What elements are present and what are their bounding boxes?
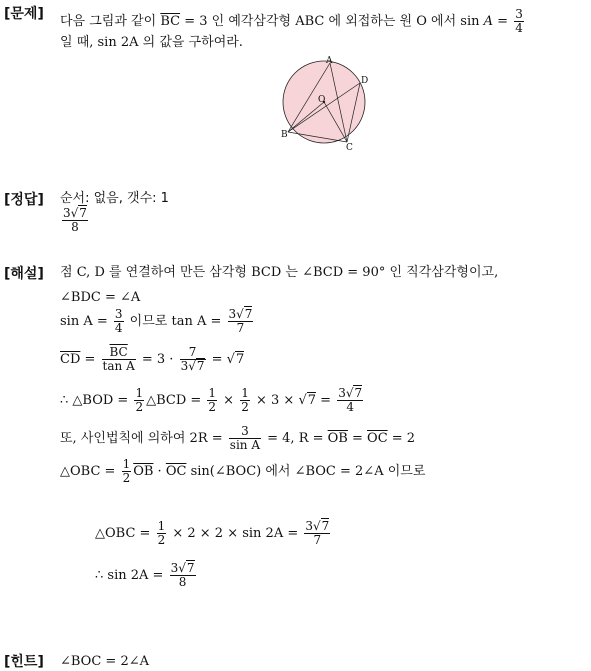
label-B: B bbox=[281, 130, 288, 140]
hint-text: ∠BOC = 2∠A bbox=[60, 654, 150, 669]
solution-line-7: △OBC = $\frac{1}{2}$ $\overline{OB} \cdot \overline{OC}$ sin(∠BOC) 에서 ∠BOC = 2∠A 이므로 bbox=[60, 457, 426, 485]
problem-line-1: 다음 그림과 같이 $\overline{BC} = 3$ 인 예각삼각형 ABC 에 외접하는 원 O 에서 sin A = $\frac{3}{4}$ bbox=[60, 7, 523, 35]
answer-fraction: $\frac{3√7}{8}$ bbox=[63, 206, 87, 234]
label-A: A bbox=[326, 56, 333, 66]
solution-line-3: sin A = $\frac{3}{4}$ 이므로 tan A = $\frac{3√7}{7}$ bbox=[60, 307, 253, 335]
problem-line-2: 일 때, sin 2A 의 값을 구하여라. bbox=[60, 35, 243, 50]
hint-label: [힌트] bbox=[4, 654, 44, 670]
circle-figure bbox=[276, 56, 376, 152]
solution-label: [해설] bbox=[4, 266, 44, 282]
label-D: D bbox=[361, 76, 369, 86]
label-C: C bbox=[346, 143, 353, 152]
solution-line-5: ∴ △BOD = $\frac{1}{2}$ △BCD = $\frac{1}{2}$ × $\frac{1}{2}$ × 3 × √7 = $\frac{3√7}{4}$ bbox=[60, 386, 363, 414]
fraction-3-4: $\frac{3}{4}$ bbox=[515, 7, 523, 35]
solution-line-1: 점 C, D 를 연결하여 만든 삼각형 BCD 는 ∠BCD = 90° 인 직각삼각형이고, bbox=[60, 265, 499, 280]
solution-line-9: ∴ sin 2A = $\frac{3√7}{8}$ bbox=[95, 561, 195, 589]
problem-label: [문제] bbox=[4, 6, 44, 22]
label-O: O bbox=[318, 95, 326, 105]
solution-line-8: △OBC = $\frac{1}{2}$ × 2 × 2 × sin 2A = $\frac{3√7}{7}$ bbox=[95, 519, 330, 547]
solution-line-2: ∠BDC = ∠A bbox=[60, 290, 141, 305]
answer-label: [정답] bbox=[4, 192, 44, 208]
solution-line-6: 또, 사인법칙에 의하여 2R = $\frac{3}{\text{sin A}}$ = 4, $R = \overline{OB} = \overline{OC} = 2$ bbox=[60, 424, 416, 452]
answer-line-1: 순서: 없음, 갯수: 1 bbox=[60, 191, 169, 206]
solution-line-4: $\overline{CD}$ = $\frac{\overline{BC}}{\text{tan A}}$ = 3 · $\frac{7}{3√7}$ = √7 bbox=[60, 345, 245, 373]
